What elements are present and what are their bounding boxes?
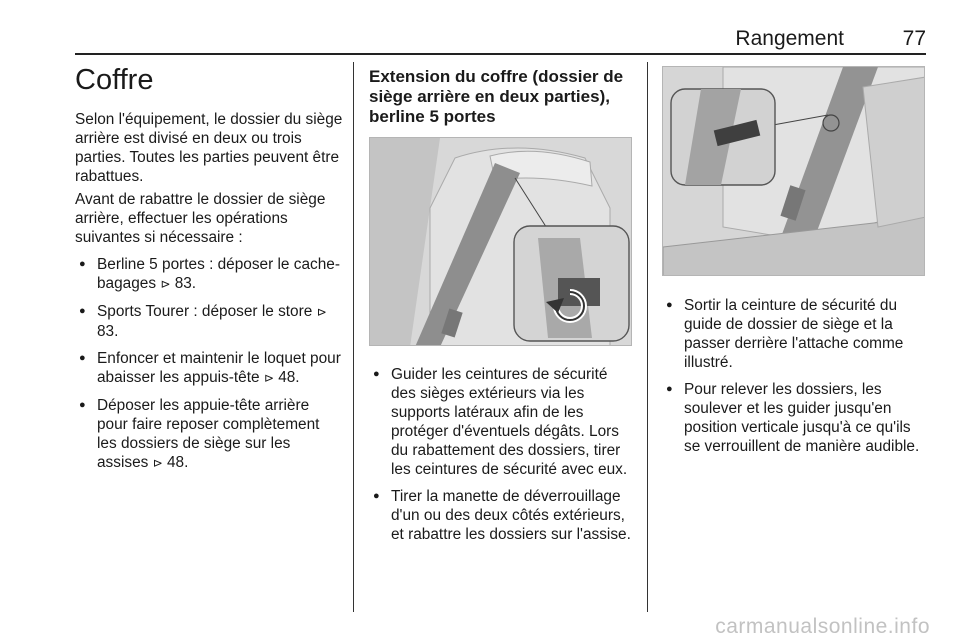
- section-title: Coffre: [75, 64, 154, 96]
- prerequisite-list: [75, 255, 343, 473]
- column-2-body: [369, 357, 635, 544]
- page-reference[interactable]: 48.: [166, 454, 189, 471]
- page-reference-icon: ⊳: [316, 305, 327, 319]
- prerequisite-paragraph: Avant de rabattre le dossier de siège arrière, effectuer les opérations suivantes si nécessaire :: [75, 191, 326, 246]
- seatbelt-guide-drawing: [663, 67, 925, 276]
- instruction-list: [662, 296, 928, 456]
- header-title: Rangement: [735, 27, 844, 50]
- list-item: [75, 255, 343, 294]
- seatbelt-guide-illustration: [662, 66, 925, 276]
- page-reference[interactable]: 48.: [278, 369, 300, 386]
- list-item-text: Déposer les appuie-tête arrière pour faire reposer complètement les dossiers de siège sur les assises: [97, 397, 320, 471]
- page-reference[interactable]: 83.: [97, 323, 119, 340]
- list-item: [75, 396, 343, 473]
- list-item: [75, 302, 343, 341]
- column-divider-2: [647, 62, 648, 612]
- column-2: [369, 67, 635, 142]
- page-reference-icon: ⊳: [152, 456, 163, 470]
- page-reference[interactable]: 83.: [174, 275, 197, 292]
- list-item: ● Pour relever les dossiers, les soulever et les guider jusqu'en position verticale jusqu'à ce qu'ils se verrouillent de manière audible.: [662, 380, 928, 456]
- page-number: 77: [902, 27, 926, 50]
- subsection-title: Extension du coffre (dossier de siège arrière en deux parties), berline 5 portes: [369, 67, 624, 126]
- instruction-list: [369, 365, 635, 544]
- list-item: [75, 349, 343, 388]
- list-item: ● Guider les ceintures de sécurité des sièges extérieurs via les supports latéraux afin de les protéger d'éventuels dégâts. Lors du rabattement des dossiers, tirer les ceintures de sécurité avec eux.: [369, 365, 635, 479]
- seatbelt-release-drawing: [370, 138, 632, 346]
- list-item-text: Sports Tourer : déposer le store: [97, 303, 313, 320]
- header-rule: [75, 53, 926, 55]
- intro-paragraph: Selon l'équipement, le dossier du siège arrière est divisé en deux ou trois parties. Toutes les parties peuvent être rabattues.: [75, 111, 343, 185]
- page-reference-icon: ⊳: [160, 277, 171, 291]
- list-item: ● Tirer la manette de déverrouillage d'un ou des deux côtés extérieurs, et rabattre les dossiers sur l'assise.: [369, 487, 635, 544]
- column-3: [662, 288, 928, 456]
- list-item: ● Sortir la ceinture de sécurité du guide de dossier de siège et la passer derrière l'attache comme illustré.: [662, 296, 928, 372]
- page-reference-icon: ⊳: [263, 371, 274, 385]
- page-header: [75, 26, 926, 52]
- list-item-text: Enfoncer et maintenir le loquet pour abaisser les appuis-tête: [97, 350, 341, 386]
- seatbelt-release-illustration: [369, 137, 632, 346]
- list-item-text: Berline 5 portes : déposer le cache-bagages: [97, 256, 340, 292]
- watermark: carmanualsonline.info: [715, 615, 930, 638]
- column-1: [75, 62, 343, 473]
- column-divider-1: [353, 62, 354, 612]
